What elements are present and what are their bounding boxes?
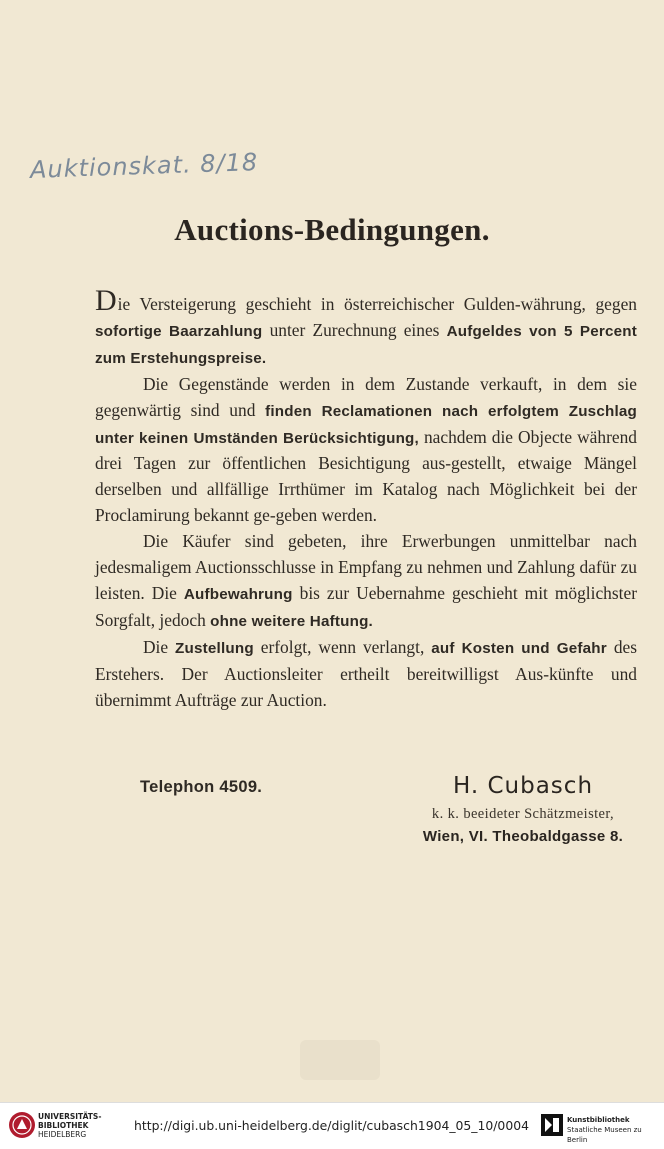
university-seal-icon <box>8 1111 36 1139</box>
kb-label-line-2: Staatliche Museen zu Berlin <box>567 1126 642 1144</box>
ub-label-line-2: BIBLIOTHEK <box>38 1121 89 1130</box>
paragraph-4 <box>95 635 637 714</box>
permalink-url[interactable]: http://digi.ub.uni-heidelberg.de/diglit/cubasch1904_05_10/0004 <box>134 1118 529 1133</box>
handwritten-shelfmark: Auktionskat. 8/18 <box>29 148 259 184</box>
ub-label-line-3: HEIDELBERG <box>38 1130 87 1139</box>
kb-label-line-1: Kunstbibliothek <box>567 1116 630 1124</box>
kunstbibliothek-mark-icon <box>541 1114 563 1136</box>
drop-cap: D <box>95 284 118 317</box>
text-segment: des Erstehers. Der Auctionsleiter ertheilt bereitwilligst Aus-künfte und übernimmt Aufträge zur Auction. <box>95 636 638 710</box>
paragraph-3 <box>95 529 637 635</box>
footer-bar <box>0 1102 664 1149</box>
paragraph-1 <box>95 284 637 372</box>
firm-name: H. Cubasch <box>452 773 594 799</box>
ub-label-line-1: UNIVERSITÄTS- <box>38 1112 102 1121</box>
page-title: Auctions-Bedingungen. <box>174 212 490 247</box>
firm-role: k. k. beeideter Schätzmeister, <box>431 806 615 822</box>
kunstbibliothek-label <box>567 1115 664 1145</box>
bold-segment: auf Kosten und Gefahr <box>431 639 607 657</box>
text-segment: Die <box>143 636 176 657</box>
text-segment: erfolgt, wenn verlangt, <box>253 636 432 657</box>
firm-address: Wien, VI. Theobaldgasse 8. <box>422 828 624 845</box>
bold-segment: sofortige Baarzahlung <box>95 322 263 340</box>
bold-segment: ohne weitere Haftung. <box>210 612 373 630</box>
text-segment: ie Versteigerung geschieht in österreichischer Gulden-währung, gegen <box>117 294 637 314</box>
paragraph-2 <box>95 372 637 529</box>
text-segment: nachdem die Objecte während drei Tagen zur öffentlichen Besichtigung aus-gestellt, etwaige Mängel derselben und allfällige Irrthümer im Katalog nach Möglichkeit bei der Proclamirung bekannt ge-geben werden. <box>95 426 637 526</box>
text-segment: unter Zurechnung eines <box>262 319 447 340</box>
bold-segment: Zustellung <box>175 639 254 657</box>
bold-segment: finden Reclamationen nach erfolgtem Zuschlag unter keinen Umständen Berücksichtigung, <box>95 402 637 447</box>
text-segment: Die Gegenstände werden in dem Zustande verkauft, in dem sie gegenwärtig sind und <box>95 373 637 420</box>
conditions-text <box>95 284 638 714</box>
bold-segment: Aufgeldes von 5 Percent zum Erstehungspreise. <box>95 322 637 367</box>
text-segment: bis zur Uebernahme geschieht mit möglichster Sorgfalt, jedoch <box>95 582 637 630</box>
university-library-label <box>38 1112 101 1139</box>
text-segment: Die Käufer sind gebeten, ihre Erwerbungen unmittelbar nach jedesmaligem Auctionsschlusse in Empfang zu nehmen und Zahlung dafür zu leisten. Die <box>95 531 637 603</box>
telephone-number: Telephon 4509. <box>140 778 263 796</box>
bold-segment: Aufbewahrung <box>183 585 293 603</box>
faded-library-stamp <box>300 1040 380 1080</box>
